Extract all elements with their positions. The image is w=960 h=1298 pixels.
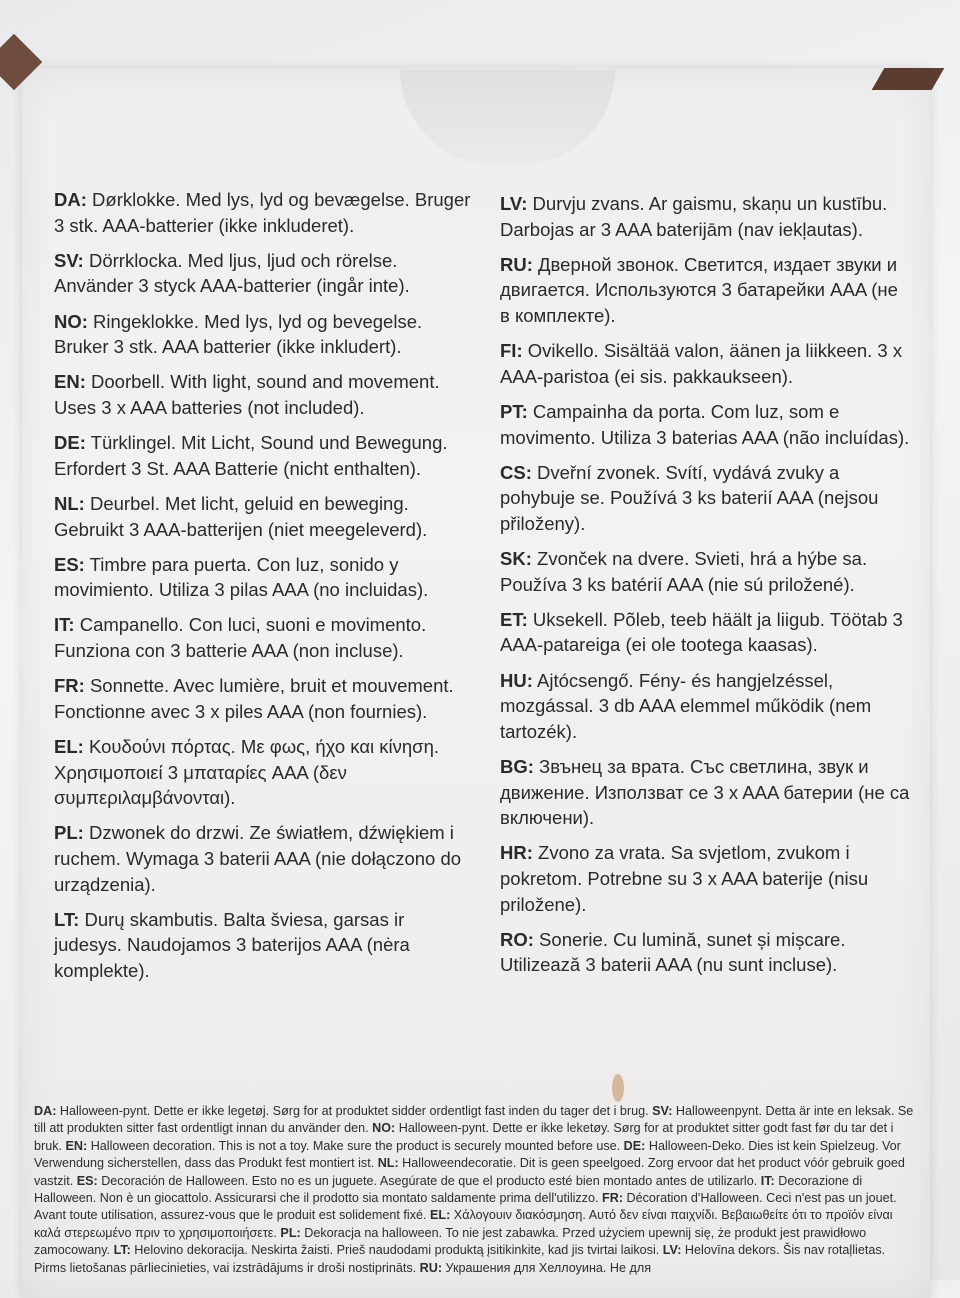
safety-fine-print: DA: Halloween-pynt. Dette er ikke legetøj. Sørg for at produktet sidder ordentligt fast inden du tager det i brug. SV: Halloweenpynt. Detta är inte en leksak. Se till att produkten sitter fast ordentligt innan du använder den. NO: Halloween-pynt. Dette er ikke leketøy. Sørg for at produktet sitter godt fast før du tar det i bruk. EN: Halloween decoration. This is not a toy. Make sure the product is securely mounted before use. DE: Halloween-Deko. Dies ist kein Spielzeug. Vor Verwendung sicherstellen, dass das Produkt fest montiert ist. NL: Halloweendecoratie. Dit is geen speelgoed. Zorg ervoor dat het product vóór gebruik goed vastzit. ES: Decoración de Halloween. Esto no es un juguete. Asegúrate de que el producto esté bien montado antes de utilizarlo. IT: Decorazione di Halloween. Non è un giocattolo. Assicurarsi che il prodotto sia montato saldamente prima dell'utilizzo. FR: Décoration d'Halloween. Ceci n'est pas un jouet. Avant toute utilisation, assurez-vous que le produit est solidement fixé. EL: Χάλογουιν διακόσμηση. Αυτό δεν είναι παιχνίδι. Βεβαιωθείτε ότι το προϊόν είναι καλά στερεωμένο πριν το χρησιμοποιήσετε. PL: Dekoracja na halloween. To nie jest zabawka. Przed użyciem upewnij się, że produkt jest prawidłowo zamocowany. LT: Helovino dekoracija. Neskirta žaisti. Prieš naudodami produktą įsitikinkite, kad jis tvirtai laikosi. LV: Helovīna dekors. Šis nav rotaļlietas. Pirms lietošanas pārliecinieties, vai izstrādājums ir droši nostiprināts. RU: Украшения для Хеллоуина. Не для (34, 1104, 914, 1275)
entry-sk: SK: Zvonček na dvere. Svieti, hrá a hýbe sa. Používa 3 ks batérií AAA (nie sú priložené). (500, 548, 868, 595)
entry-no: NO: Ringeklokke. Med lys, lyd og bevegelse. Bruker 3 stk. AAA batterier (ikke inkludert). (54, 310, 423, 358)
entry-en: EN: Doorbell. With light, sound and movement. Uses 3 x AAA batteries (not included). (54, 371, 440, 418)
entry-bg: BG: Звънец за врата. Със светлина, звук и движение. Използват се 3 x AAA батерии (не са включени). (500, 756, 910, 829)
left-column (54, 187, 474, 993)
entry-da: DA: Dørklokke. Med lys, lyd og bevægelse. Bruger 3 stk. AAA-batterier (ikke inkluderet). (54, 189, 471, 236)
entry-hu: HU: Ajtócsengő. Fény- és hangjelzéssel, mozgással. 3 db AAA elemmel működik (nem tartozék). (500, 669, 872, 742)
entry-it: IT: Campanello. Con luci, suoni e movimento. Funziona con 3 batterie AAA (non incluse). (54, 614, 427, 662)
stain-mark (612, 1074, 624, 1102)
entry-lv: LV: Durvju zvans. Ar gaismu, skaņu un kustību. Darbojas ar 3 AAA baterijām (nav iekļautas). (500, 193, 888, 240)
entry-et: ET: Uksekell. Põleb, teeb häält ja liigub. Töötab 3 AAA-patareiga (ei ole tootega kaasas). (500, 608, 903, 656)
entry-fr: FR: Sonnette. Avec lumière, bruit et mouvement. Fonctionne avec 3 x piles AAA (non fournies). (54, 675, 454, 722)
entry-es: ES: Timbre para puerta. Con luz, sonido y movimiento. Utiliza 3 pilas AAA (no incluidas). (54, 553, 429, 601)
entry-pl: PL: Dzwonek do drzwi. Ze światłem, dźwiękiem i ruchem. Wymaga 3 baterii AAA (nie dołączono do urządzenia). (54, 822, 462, 895)
entry-el: EL: Κουδούνι πόρτας. Με φως, ήχο και κίνηση. Χρησιμοποιεί 3 μπαταρίες AAA (δεν συμπεριλαμβάνονται). (54, 736, 440, 809)
entry-sv: SV: Dörrklocka. Med ljus, ljud och rörelse. Använder 3 styck AAA-batterier (ingår inte). (54, 249, 410, 297)
entry-cs: CS: Dveřní zvonek. Svítí, vydává zvuky a pohybuje se. Používá 3 ks baterií AAA (nejsou přiloženy). (500, 461, 879, 534)
entry-fi: FI: Ovikello. Sisältää valon, äänen ja liikkeen. 3 x AAA-paristoa (ei sis. pakkaukseen). (500, 340, 903, 387)
box-corner-right (872, 68, 945, 90)
entry-nl: NL: Deurbel. Met licht, geluid en beweging. Gebruikt 3 AAA-batterijen (niet meegeleverd). (54, 492, 428, 540)
right-column (500, 191, 910, 988)
entry-ru: RU: Дверной звонок. Светится, издает звуки и двигается. Используются 3 батарейки AAA (не в комплекте). (500, 253, 898, 326)
entry-lt: LT: Durų skambutis. Balta šviesa, garsas ir judesys. Naudojamos 3 baterijos AAA (nėra komplekte). (54, 908, 410, 981)
entry-de: DE: Türklingel. Mit Licht, Sound und Bewegung. Erfordert 3 St. AAA Batterie (nicht enthalten). (54, 432, 448, 479)
entry-ro: RO: Sonerie. Cu lumină, sunet și mișcare. Utilizează 3 baterii AAA (nu sunt incluse). (500, 928, 846, 976)
entry-hr: HR: Zvono za vrata. Sa svjetlom, zvukom i pokretom. Potrebne su 3 x AAA baterije (nisu priložene). (500, 842, 869, 915)
entry-pt: PT: Campainha da porta. Com luz, som e movimento. Utiliza 3 baterias AAA (não incluídas). (500, 400, 910, 448)
